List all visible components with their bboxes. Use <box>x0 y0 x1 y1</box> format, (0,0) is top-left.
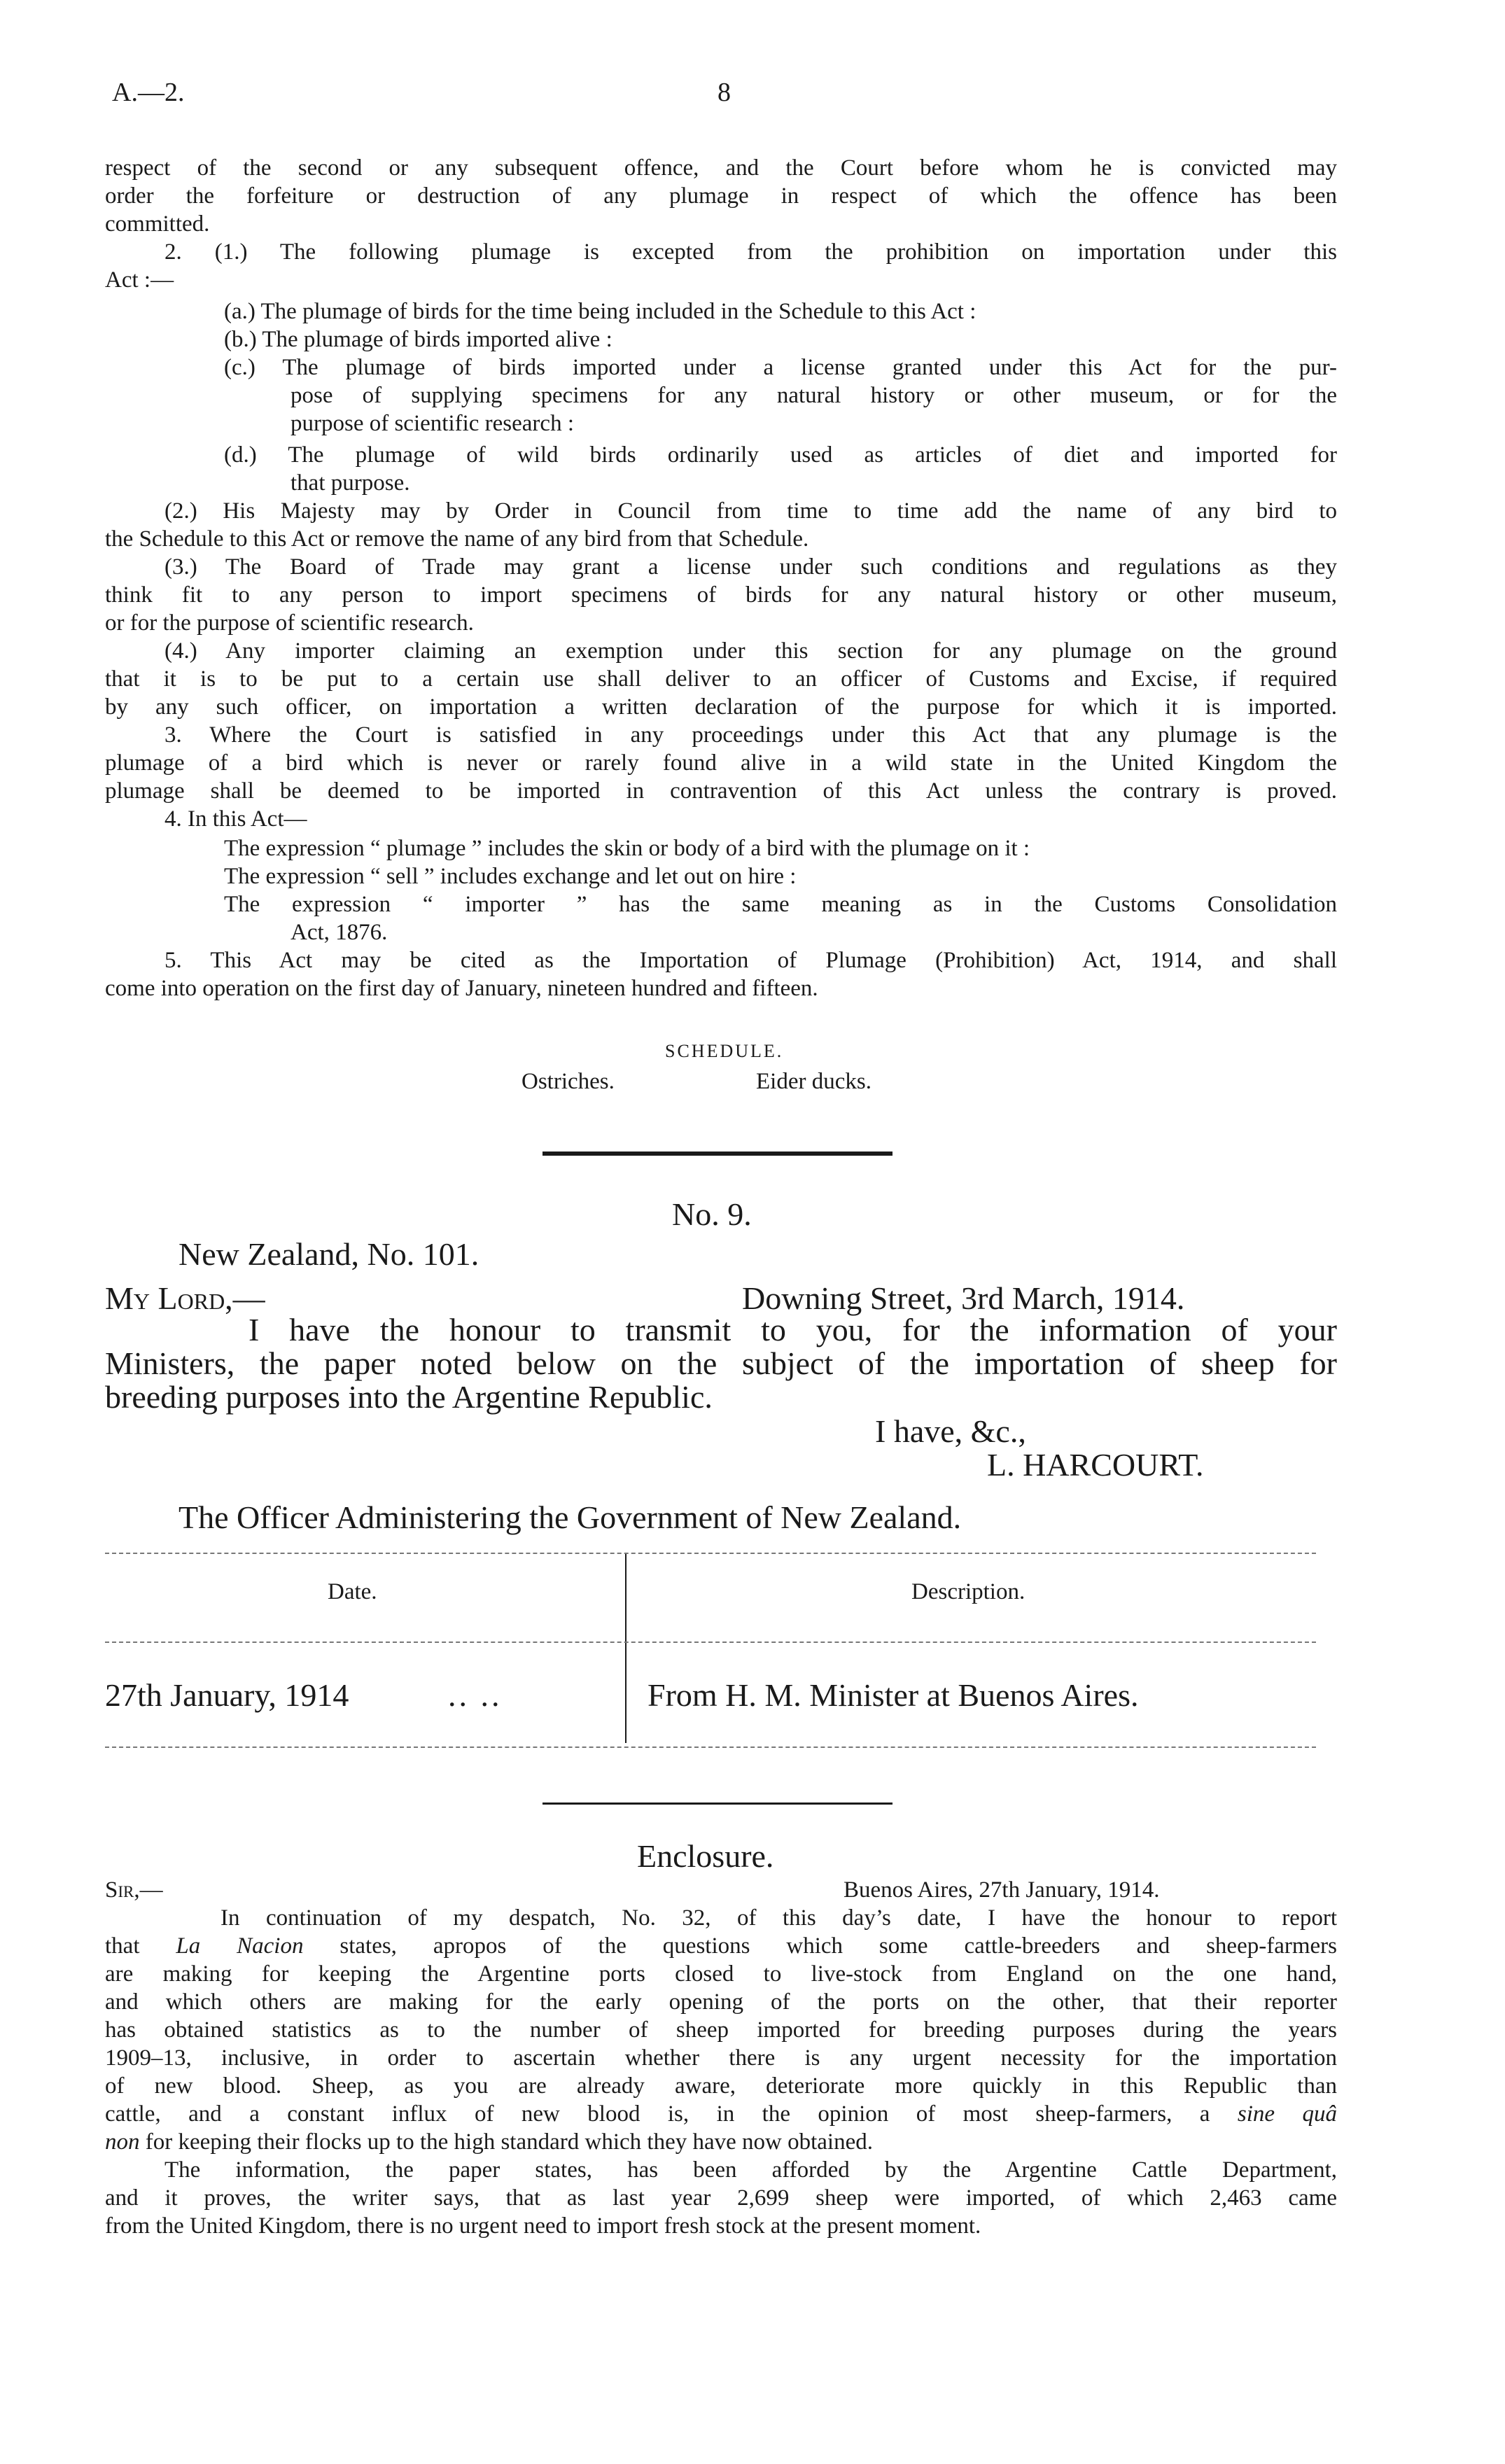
despatch-address-date: Downing Street, 3rd March, 1914. <box>742 1280 1185 1316</box>
despatch-body-line: I have the honour to transmit to you, for the information of your <box>248 1312 1337 1348</box>
table-cell-date: 27th January, 1914 <box>105 1677 349 1713</box>
act-line: (a.) The plumage of birds for the time being included in the Schedule to this Act : <box>224 299 976 324</box>
act-line: purpose of scientific research : <box>290 411 574 436</box>
despatch-salutation: My Lord,— <box>105 1280 265 1316</box>
enclosure-line: are making for keeping the Argentine ports closed to live-stock from England on the one hand, <box>105 1961 1337 1987</box>
act-line: (c.) The plumage of birds imported under a license granted under this Act for the pur- <box>224 355 1337 380</box>
act-line: The expression “ importer ” has the same meaning as in the Customs Consolidation <box>224 892 1337 917</box>
table-top-rule <box>105 1553 1316 1554</box>
enclosure-heading: Enclosure. <box>637 1838 774 1874</box>
table-column-divider <box>625 1554 626 1743</box>
enclosure-line: has obtained statistics as to the number of sheep imported for breeding purposes during the years <box>105 2017 1337 2043</box>
act-line: (d.) The plumage of wild birds ordinarily used as articles of diet and imported for <box>224 442 1337 468</box>
table-header-description: Description. <box>911 1579 1026 1604</box>
enclosure-line: from the United Kingdom, there is no urgent need to import fresh stock at the present moment. <box>105 2213 981 2239</box>
act-line: The expression “ sell ” includes exchange and let out on hire : <box>224 864 797 889</box>
act-line: or for the purpose of scientific research. <box>105 610 474 636</box>
enclosure-address-date: Buenos Aires, 27th January, 1914. <box>844 1877 1160 1903</box>
despatch-signature: L. HARCOURT. <box>987 1447 1204 1483</box>
act-line: the Schedule to this Act or remove the name of any bird from that Schedule. <box>105 526 809 552</box>
act-line: think fit to any person to import specimens of birds for any natural history or other museum, <box>105 582 1337 608</box>
act-line: by any such officer, on importation a written declaration of the purpose for which it is imported. <box>105 694 1337 720</box>
despatch-reference: New Zealand, No. 101. <box>178 1236 479 1272</box>
act-line: come into operation on the first day of January, nineteen hundred and fifteen. <box>105 976 818 1001</box>
act-line: committed. <box>105 211 210 237</box>
act-line: pose of supplying specimens for any natural history or other museum, or for the <box>290 383 1337 408</box>
table-header-rule <box>105 1642 1316 1643</box>
act-line: 3. Where the Court is satisfied in any proceedings under this Act that any plumage is the <box>164 722 1337 748</box>
act-line: order the forfeiture or destruction of any plumage in respect of which the offence has been <box>105 183 1337 209</box>
act-line: 5. This Act may be cited as the Importation of Plumage (Prohibition) Act, 1914, and shall <box>164 948 1337 973</box>
act-line: (2.) His Majesty may by Order in Council from time to time add the name of any bird to <box>164 498 1337 524</box>
document-reference: A.—2. <box>112 78 185 107</box>
table-header-date: Date. <box>328 1579 377 1604</box>
act-line: respect of the second or any subsequent offence, and the Court before whom he is convicted may <box>105 155 1337 181</box>
despatch-body-line: breeding purposes into the Argentine Republic. <box>105 1379 713 1415</box>
schedule-item: Eider ducks. <box>756 1069 872 1094</box>
act-line: Act :— <box>105 267 174 293</box>
section-divider <box>542 1152 892 1156</box>
enclosure-line: that La Nacion states, apropos of the questions which some cattle-breeders and sheep-farmers <box>105 1933 1337 1959</box>
act-line: (3.) The Board of Trade may grant a license under such conditions and regulations as they <box>164 554 1337 580</box>
act-line: (b.) The plumage of birds imported alive : <box>224 327 612 352</box>
page-number: 8 <box>718 78 731 107</box>
enclosure-line: In continuation of my despatch, No. 32, of this day’s date, I have the honour to report <box>220 1905 1337 1931</box>
enclosure-salutation: Sir,— <box>105 1877 163 1903</box>
enclosure-line: non for keeping their flocks up to the high standard which they have now obtained. <box>105 2129 873 2155</box>
newspaper-name: La Nacion <box>176 1933 304 1959</box>
enclosure-line: and it proves, the writer says, that as last year 2,699 sheep were imported, of which 2,463 came <box>105 2185 1337 2211</box>
despatch-number: No. 9. <box>672 1196 752 1232</box>
enclosure-line: 1909–13, inclusive, in order to ascertain whether there is any urgent necessity for the importation <box>105 2045 1337 2071</box>
act-line: plumage shall be deemed to be imported in contravention of this Act unless the contrary is proved. <box>105 778 1337 804</box>
act-line: that it is to be put to a certain use shall deliver to an officer of Customs and Excise, if required <box>105 666 1337 692</box>
enclosure-line: of new blood. Sheep, as you are already aware, deteriorate more quickly in this Republic than <box>105 2073 1337 2099</box>
despatch-addressee: The Officer Administering the Government of New Zealand. <box>178 1499 962 1535</box>
enclosure-line: The information, the paper states, has been afforded by the Argentine Cattle Department, <box>164 2157 1337 2183</box>
despatch-body-line: Ministers, the paper noted below on the subject of the importation of sheep for <box>105 1345 1337 1381</box>
enclosure-line: cattle, and a constant influx of new blood is, in the opinion of most sheep-farmers, a sine quâ <box>105 2101 1337 2127</box>
act-line: The expression “ plumage ” includes the skin or body of a bird with the plumage on it : <box>224 836 1030 861</box>
act-line: plumage of a bird which is never or rarely found alive in a wild state in the United Kingdom the <box>105 750 1337 776</box>
table-bottom-rule <box>105 1746 1316 1748</box>
act-line: 2. (1.) The following plumage is excepted from the prohibition on importation under this <box>164 239 1337 265</box>
despatch-closing: I have, &c., <box>875 1413 1026 1449</box>
act-line: Act, 1876. <box>290 920 388 945</box>
table-cell-leader: .. .. <box>448 1677 503 1713</box>
act-line: that purpose. <box>290 470 410 496</box>
act-line: (4.) Any importer claiming an exemption under this section for any plumage on the ground <box>164 638 1337 664</box>
schedule-heading: SCHEDULE. <box>665 1041 784 1061</box>
section-divider <box>542 1802 892 1805</box>
table-cell-description: From H. M. Minister at Buenos Aires. <box>648 1677 1139 1713</box>
act-line: 4. In this Act— <box>164 806 307 832</box>
schedule-item: Ostriches. <box>522 1069 615 1094</box>
enclosure-line: and which others are making for the early opening of the ports on the other, that their reporter <box>105 1989 1337 2015</box>
